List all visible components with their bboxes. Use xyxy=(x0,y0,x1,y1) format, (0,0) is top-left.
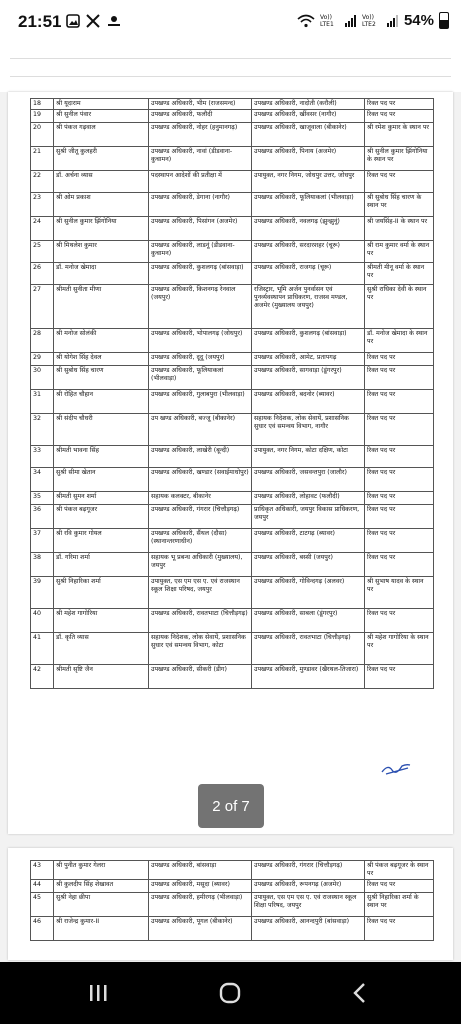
battery-percent: 54% xyxy=(403,12,434,29)
table-row xyxy=(31,468,434,492)
table-row xyxy=(31,329,434,353)
new-post-cell: उपायुक्त, नगर निगम, कोटा दक्षिण, कोटा xyxy=(252,446,365,468)
current-post-cell: सहायक कलक्टर, बीकानेर xyxy=(149,492,252,505)
serial-cell: 23 xyxy=(31,193,54,217)
name-cell: श्री पंकज गढ़वाल xyxy=(54,123,149,147)
name-cell: श्री सुबोध सिंह चारण xyxy=(54,366,149,390)
serial-cell: 30 xyxy=(31,366,54,390)
remark-cell: श्री सुभाष यादव के स्थान पर xyxy=(365,577,434,609)
serial-cell: 21 xyxy=(31,147,54,171)
table-row xyxy=(31,123,434,147)
remark-cell: रिक्त पद पर xyxy=(365,110,434,123)
remark-cell: श्री पंकज बढ़गूजर के स्थान पर xyxy=(365,861,434,880)
new-post-cell: उपखण्ड अधिकारी, सरदारशहर (चूरू) xyxy=(252,241,365,263)
table-row xyxy=(31,285,434,329)
serial-cell: 35 xyxy=(31,492,54,505)
serial-cell: 44 xyxy=(31,880,54,893)
current-post-cell: उपखण्ड अधिकारी, लाखेरी (बून्दी) xyxy=(149,446,252,468)
remark-cell: सुश्री राधिका देवी के स्थान पर xyxy=(365,285,434,329)
table-row xyxy=(31,505,434,529)
name-cell: श्री महेश गागोरिया xyxy=(54,609,149,633)
current-post-cell: उपखण्ड अधिकारी, हमीरगढ़ (भीलवाड़ा) xyxy=(149,893,252,917)
table-row xyxy=(31,263,434,285)
document-page-2[interactable] xyxy=(8,92,453,834)
remark-cell: रिक्त पद पर xyxy=(365,505,434,529)
document-page-3[interactable] xyxy=(8,848,453,960)
serial-cell: 45 xyxy=(31,893,54,917)
current-post-cell: उपखण्ड अधिकारी, सीकरी (डीग) xyxy=(149,665,252,689)
table-row xyxy=(31,99,434,110)
new-post-cell: उपखण्ड अधिकारी, लोहावट (फलौदी) xyxy=(252,492,365,505)
remark-cell: रिक्त पद पर xyxy=(365,665,434,689)
serial-cell: 19 xyxy=(31,110,54,123)
table-row xyxy=(31,577,434,609)
current-post-cell: उपखण्ड अधिकारी, भोपालगढ़ (जोधपुर) xyxy=(149,329,252,353)
new-post-cell: सहायक निदेशक, लोक सेवायें, प्रशासनिक सुधार एवं समन्वय विभाग, नागौर xyxy=(252,414,365,446)
new-post-cell: उपखण्ड अधिकारी, रावतभाटा (चित्तौड़गढ़) xyxy=(252,633,365,665)
table-row xyxy=(31,553,434,577)
name-cell: श्री कुलदीप सिंह शेखावत xyxy=(54,880,149,893)
serial-cell: 42 xyxy=(31,665,54,689)
table-row xyxy=(31,529,434,553)
status-right xyxy=(297,12,449,29)
new-post-cell: उपखण्ड अधिकारी, आमेट, प्रतापगढ़ xyxy=(252,353,365,366)
serial-cell: 34 xyxy=(31,468,54,492)
back-button[interactable] xyxy=(340,980,380,1006)
new-post-cell: उपायुक्त, एस एम एस ए. एवं राजस्थान स्कूल शिक्षा परिषद, जयपुर xyxy=(252,893,365,917)
table-row xyxy=(31,609,434,633)
remark-cell: रिक्त पद पर xyxy=(365,446,434,468)
name-cell: सुश्री जीतू कुलहरी xyxy=(54,147,149,171)
serial-cell: 26 xyxy=(31,263,54,285)
remark-cell: श्रीमती मीनू वर्मा के स्थान पर xyxy=(365,263,434,285)
recent-apps-button[interactable] xyxy=(78,980,118,1006)
name-cell: सुश्री निहारिका शर्मा xyxy=(54,577,149,609)
name-cell: श्री ओम प्रकाश xyxy=(54,193,149,217)
remark-cell: रिक्त पद पर xyxy=(365,529,434,553)
current-post-cell: उपखण्ड अधिकारी, डेगाना (नागौर) xyxy=(149,193,252,217)
remark-cell: श्री सुनील कुमार झिंगोनिया के स्थान पर xyxy=(365,147,434,171)
signature-icon xyxy=(380,760,412,776)
name-cell: श्रीमती सुमन शर्मा xyxy=(54,492,149,505)
current-post-cell: उपखण्ड अधिकारी, खण्डार (सवाईमाधोपुर) xyxy=(149,468,252,492)
recent-apps-icon xyxy=(87,983,109,1003)
remark-cell: श्री महेश गागोरिया के स्थान पर xyxy=(365,633,434,665)
serial-cell: 38 xyxy=(31,553,54,577)
serial-cell: 39 xyxy=(31,577,54,609)
current-post-cell: उपखण्ड अधिकारी, पिसांगन (अजमेर) xyxy=(149,217,252,241)
new-post-cell: उपखण्ड अधिकारी, सागवाड़ा (डूंगरपुर) xyxy=(252,366,365,390)
new-post-cell: उपखण्ड अधिकारी, टाटगढ़ (ब्यावर) xyxy=(252,529,365,553)
name-cell: श्री संदीप चौधरी xyxy=(54,414,149,446)
divider xyxy=(10,58,451,59)
remark-cell: रिक्त पद पर xyxy=(365,171,434,193)
battery-icon xyxy=(439,12,449,29)
serial-cell: 22 xyxy=(31,171,54,193)
table-row xyxy=(31,390,434,414)
current-post-cell: उपखण्ड अधिकारी, सैंथल (दौसा) (स्थानान्तरणाधीन) xyxy=(149,529,252,553)
serial-cell: 31 xyxy=(31,390,54,414)
home-button[interactable] xyxy=(210,980,250,1006)
current-post-cell: उपखण्ड अधिकारी, किशनगढ़ रेनवाल (जयपुर) xyxy=(149,285,252,329)
new-post-cell: उपखण्ड अधिकारी, फूलियाकलां (भीलवाड़ा) xyxy=(252,193,365,217)
serial-cell: 32 xyxy=(31,414,54,446)
gallery-icon xyxy=(66,14,80,28)
new-post-cell: उपखण्ड अधिकारी, गंगरार (चित्तौड़गढ़) xyxy=(252,861,365,880)
name-cell: श्री योगेश सिंह देवल xyxy=(54,353,149,366)
divider xyxy=(10,76,451,77)
status-time: 21:51 xyxy=(18,12,62,31)
page-indicator: 2 of 7 xyxy=(198,784,264,828)
remark-cell: रिक्त पद पर xyxy=(365,366,434,390)
table-row xyxy=(31,861,434,880)
new-post-cell: उपखण्ड अधिकारी, कुशलगढ़ (बांसवाड़ा) xyxy=(252,329,365,353)
current-post-cell: उपायुक्त, एस एम एस ए. एवं राजस्थान स्कूल शिक्षा परिषद, जयपुर xyxy=(149,577,252,609)
name-cell: डॉ. गरिमा शर्मा xyxy=(54,553,149,577)
new-post-cell: उपखण्ड अधिकारी, नादोती (करौली) xyxy=(252,99,365,110)
previous-page-bottom xyxy=(0,44,461,92)
remark-cell: रिक्त पद पर xyxy=(365,609,434,633)
home-icon xyxy=(219,982,241,1004)
x-icon xyxy=(86,14,100,28)
table-row xyxy=(31,492,434,505)
new-post-cell: उपखण्ड अधिकारी, पिनाय (अजमेर) xyxy=(252,147,365,171)
table-row xyxy=(31,193,434,217)
serial-cell: 24 xyxy=(31,217,54,241)
new-post-cell: उपखण्ड अधिकारी, नवलगढ़ (झुन्झुनूं) xyxy=(252,217,365,241)
notification-icons xyxy=(66,14,122,28)
name-cell: श्रीमती भावना सिंह xyxy=(54,446,149,468)
table-row xyxy=(31,665,434,689)
name-cell: श्री मनोज सोलंकी xyxy=(54,329,149,353)
new-post-cell: उपखण्ड अधिकारी, मुण्डावर (खैरथल-तिजारा) xyxy=(252,665,365,689)
current-post-cell: उपखण्ड अधिकारी, बांसवाड़ा xyxy=(149,861,252,880)
name-cell: सुश्री सीमा खेतान xyxy=(54,468,149,492)
name-cell: सुश्री नेहा छीपा xyxy=(54,893,149,917)
new-post-cell: उपखण्ड अधिकारी, गोविन्दगढ़ (अलवर) xyxy=(252,577,365,609)
serial-cell: 37 xyxy=(31,529,54,553)
new-post-cell: उपखण्ड अधिकारी, साबला (डूंगरपुर) xyxy=(252,609,365,633)
table-row xyxy=(31,217,434,241)
app-icon xyxy=(106,14,122,28)
name-cell: श्री पंकज बढ़गूजर xyxy=(54,505,149,529)
new-post-cell: उपखण्ड अधिकारी, खाजूवाला (बीकानेर) xyxy=(252,123,365,147)
current-post-cell: उपखण्ड अधिकारी, फूलियाकलां (भीलवाड़ा) xyxy=(149,366,252,390)
serial-cell: 46 xyxy=(31,917,54,941)
remark-cell: रिक्त पद पर xyxy=(365,390,434,414)
status-bar xyxy=(0,0,461,44)
remark-cell: रिक्त पद पर xyxy=(365,99,434,110)
remark-cell: श्री रमेश कुमार के स्थान पर xyxy=(365,123,434,147)
new-post-cell: रजिस्ट्रार, भूमि अर्जन पुनर्वासन एवं पुनर्व्यवस्थापन प्राधिकरण, राजस्व मण्डल, अजमेर (मुख्यालय जयपुर) xyxy=(252,285,365,329)
serial-cell: 40 xyxy=(31,609,54,633)
new-post-cell: उपखण्ड अधिकारी, बस्सी (जयपुर) xyxy=(252,553,365,577)
table-row xyxy=(31,110,434,123)
new-post-cell: उपखण्ड अधिकारी, जसवन्तपुरा (जालौर) xyxy=(252,468,365,492)
table-row xyxy=(31,893,434,917)
table-row xyxy=(31,880,434,893)
serial-cell: 41 xyxy=(31,633,54,665)
serial-cell: 43 xyxy=(31,861,54,880)
name-cell: डॉ. कृति व्यास xyxy=(54,633,149,665)
table-row xyxy=(31,353,434,366)
table-row xyxy=(31,414,434,446)
serial-cell: 36 xyxy=(31,505,54,529)
table-row xyxy=(31,241,434,263)
remark-cell: श्री जयसिंह-II के स्थान पर xyxy=(365,217,434,241)
current-post-cell: सहायक निदेशक, लोक सेवायें, प्रशासनिक सुधार एवं समन्वय विभाग, कोटा xyxy=(149,633,252,665)
current-post-cell: पदस्थापन आदेशों की प्रतीक्षा में xyxy=(149,171,252,193)
signal-icon xyxy=(345,15,357,27)
new-post-cell: उपखण्ड अधिकारी, राजगढ़ (चूरू) xyxy=(252,263,365,285)
table-row xyxy=(31,366,434,390)
table-row xyxy=(31,917,434,941)
new-post-cell: प्राधिकृत अधिकारी, जयपुर विकास प्राधिकरण, जयपुर xyxy=(252,505,365,529)
remark-cell: डॉ. मनोज खेमादा के स्थान पर xyxy=(365,329,434,353)
name-cell: श्री रवि कुमार गोयल xyxy=(54,529,149,553)
current-post-cell: उपखण्ड अधिकारी, नावां (डीडवाना-कुचामन) xyxy=(149,147,252,171)
current-post-cell: उपखण्ड अधिकारी, नोहर (हनुमानगढ़) xyxy=(149,123,252,147)
serial-cell: 28 xyxy=(31,329,54,353)
name-cell: श्री पुनीत कुमार गेलरा xyxy=(54,861,149,880)
current-post-cell: उपखण्ड अधिकारी, रावतभाटा (चित्तौड़गढ़) xyxy=(149,609,252,633)
remark-cell: रिक्त पद पर xyxy=(365,414,434,446)
serial-cell: 33 xyxy=(31,446,54,468)
current-post-cell: उपखण्ड अधिकारी, भीम (राजसमन्द) xyxy=(149,99,252,110)
remark-cell: श्री राम कुमार वर्मा के स्थान पर xyxy=(365,241,434,263)
transfer-table xyxy=(30,860,434,941)
serial-cell: 29 xyxy=(31,353,54,366)
new-post-cell: उपायुक्त, नगर निगम, जोधपुर उत्तर, जोधपुर xyxy=(252,171,365,193)
serial-cell: 20 xyxy=(31,123,54,147)
name-cell: श्री मिथलेश कुमार xyxy=(54,241,149,263)
name-cell: श्रीमती सृष्टि जैन xyxy=(54,665,149,689)
current-post-cell: उपखण्ड अधिकारी, दूदू (जयपुर) xyxy=(149,353,252,366)
name-cell: श्री रोहित चौहान xyxy=(54,390,149,414)
name-cell: डॉ. अर्चना व्यास xyxy=(54,171,149,193)
name-cell: श्रीमती सुनीता मीणा xyxy=(54,285,149,329)
wifi-icon xyxy=(297,14,315,28)
signal-icon xyxy=(387,15,399,27)
back-icon xyxy=(352,982,368,1004)
network-label-1: Vo)) LTE1 xyxy=(319,13,334,28)
current-post-cell: उपखण्ड अधिकारी, कुशलगढ़ (बांसवाड़ा) xyxy=(149,263,252,285)
new-post-cell: उपखण्ड अधिकारी, आनन्दपुरी (बांसवाड़ा) xyxy=(252,917,365,941)
name-cell: श्री राजेन्द्र कुमार-II xyxy=(54,917,149,941)
serial-cell: 25 xyxy=(31,241,54,263)
current-post-cell: उपखण्ड अधिकारी, गुलाबपुरा (भीलवाड़ा) xyxy=(149,390,252,414)
current-post-cell: सहायक भू प्रबन्ध अधिकारी (मुख्यालय), जयपुर xyxy=(149,553,252,577)
transfer-table xyxy=(30,98,434,689)
serial-cell: 27 xyxy=(31,285,54,329)
remark-cell: रिक्त पद पर xyxy=(365,353,434,366)
name-cell: श्री यूदाराम xyxy=(54,99,149,110)
name-cell: श्री सुनील कुमार झिंगोनिया xyxy=(54,217,149,241)
remark-cell: रिक्त पद पर xyxy=(365,880,434,893)
table-row xyxy=(31,171,434,193)
table-row xyxy=(31,633,434,665)
current-post-cell: उपखण्ड अधिकारी, मसूदा (ब्यावर) xyxy=(149,880,252,893)
name-cell: श्री सुनील पंवार xyxy=(54,110,149,123)
serial-cell: 18 xyxy=(31,99,54,110)
current-post-cell: उपखण्ड अधिकारी, गंगरार (चित्तौड़गढ़) xyxy=(149,505,252,529)
new-post-cell: उपखण्ड अधिकारी, खींवसर (नागौर) xyxy=(252,110,365,123)
remark-cell: रिक्त पद पर xyxy=(365,468,434,492)
new-post-cell: उपखण्ड अधिकारी, रूपनगढ़ (अजमेर) xyxy=(252,880,365,893)
remark-cell: श्री सुबोध सिंह चारण के स्थान पर xyxy=(365,193,434,217)
current-post-cell: उपखण्ड अधिकारी, लाडनूं (डीडवाना-कुचामन) xyxy=(149,241,252,263)
remark-cell: रिक्त पद पर xyxy=(365,492,434,505)
name-cell: डॉ. मनोज खेमादा xyxy=(54,263,149,285)
current-post-cell: उप खण्ड अधिकारी, बज्जू (बीकानेर) xyxy=(149,414,252,446)
current-post-cell: उपखण्ड अधिकारी, पूगल (बीकानेर) xyxy=(149,917,252,941)
remark-cell: रिक्त पद पर xyxy=(365,553,434,577)
new-post-cell: उपखण्ड अधिकारी, बदनोर (ब्यावर) xyxy=(252,390,365,414)
network-label-2: Vo)) LTE2 xyxy=(361,13,376,28)
navigation-bar xyxy=(0,962,461,1024)
table-row xyxy=(31,147,434,171)
current-post-cell: उपखण्ड अधिकारी, फलौदी xyxy=(149,110,252,123)
table-row xyxy=(31,446,434,468)
remark-cell: सुश्री निहारिका शर्मा के स्थान पर xyxy=(365,893,434,917)
remark-cell: रिक्त पद पर xyxy=(365,917,434,941)
